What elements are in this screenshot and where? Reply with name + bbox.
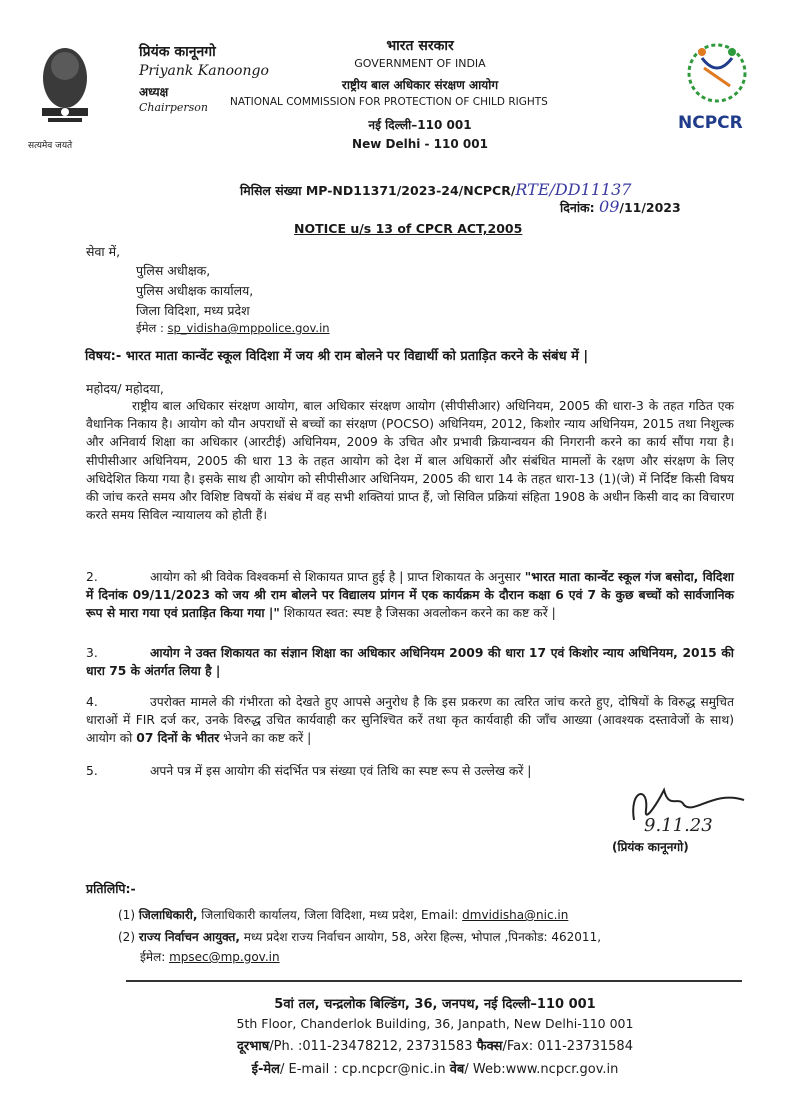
commission-hindi: राष्ट्रीय बाल अधिकार संरक्षण आयोग [341, 78, 499, 92]
copy-item-1-text: जिलाधिकारी कार्यालय, जिला विदिशा, मध्य प्रदेश, Email: [197, 908, 463, 922]
footer-fax-label: फैक्स [476, 1039, 503, 1054]
footer-phone: /Ph. :011-23478212, 23731583 [269, 1039, 473, 1054]
gov-hindi: भारत सरकार [386, 38, 454, 54]
chairperson-name-english: Priyank Kanoongo [139, 63, 269, 79]
paragraph-5-text: अपने पत्र में इस आयोग की संदर्भित पत्र संख्या एवं तिथि का स्पष्ट रूप से उल्लेख करें | [150, 764, 532, 778]
file-label: मिसिल संख्या [240, 183, 302, 198]
paragraph-2-text-a: आयोग को श्री विवेक विश्वकर्मा से शिकायत प्राप्त हुई है | प्राप्त शिकायत के अनुसार [150, 570, 525, 584]
file-number: MP-ND11371/2023-24/NCPCR/ [305, 183, 516, 198]
copy-item-2-text: मध्य प्रदेश राज्य निर्वाचन आयोग, 58, अरेरा हिल्स, भोपाल ,पिनकोड: 462011, [239, 930, 602, 944]
copy-item-2-email-label: ईमेल: [140, 950, 170, 964]
copy-item-2-num: (2) [118, 930, 135, 944]
paragraph-4 [86, 693, 734, 748]
addressee-line1: पुलिस अधीक्षक, [136, 263, 211, 278]
ncpcr-logo-icon [682, 38, 752, 108]
paragraph-3-number: 3. [86, 646, 98, 660]
addressee-email[interactable]: sp_vidisha@mppolice.gov.in [167, 321, 330, 335]
paragraph-3-text: आयोग ने उक्त शिकायत का संज्ञान शिक्षा का अधिकार अधिनियम 2009 की धारा 17 एवं किशोर न्याय अधिनियम, 2015 की धारा 75 के अंतर्गत लिया है | [86, 646, 734, 679]
salutation: महोदय/ महोदया, [86, 381, 164, 396]
chairperson-role-english: Chairperson [139, 101, 208, 114]
date-handwritten: 09 [599, 197, 620, 216]
subject-line: विषय:- भारत माता कान्वेंट स्कूल विदिशा में जय श्री राम बोलने पर विद्यार्थी को प्रताड़ित करने के संबंध में | [85, 349, 589, 364]
paragraph-2-number: 2. [86, 570, 98, 584]
copy-item-1-title: जिलाधिकारी, [138, 908, 198, 922]
city-english: New Delhi - 110 001 [352, 137, 488, 151]
copy-item-1-email[interactable]: dmvidisha@nic.in [462, 908, 569, 922]
footer-web-label: वेब [449, 1062, 465, 1077]
footer-fax: /Fax: 011-23731584 [502, 1039, 633, 1054]
footer-email-label: ई-मेल [251, 1062, 280, 1077]
file-handwritten: RTE/DD11137 [515, 180, 632, 199]
paragraph-4-number: 4. [86, 695, 98, 709]
addressee-line3: जिला विदिशा, मध्य प्रदेश [136, 303, 250, 318]
date-label: दिनांक: [560, 200, 595, 215]
paragraph-4-text-a: उपरोक्त मामले की गंभीरता को देखते हुए आपसे अनुरोध है कि इस प्रकरण का त्वरित जांच करते हुए, दोषियों के विरुद्ध समुचित धाराओं में FIR दर्ज कर, उनके विरुद्ध उचित कार्यवाही कर सुनिश्चित करें तथा कृत कार्यवाही की जाँच आख्या (आवश्यक दस्तावेजों के साथ) आयोग को [86, 695, 734, 746]
addressee-to: सेवा में, [86, 244, 121, 259]
ncpcr-logo-text: NCPCR [678, 113, 743, 133]
footer-email[interactable]: / E-mail : cp.ncpcr@nic.in [280, 1062, 446, 1077]
footer-phone-row [120, 1036, 750, 1054]
paragraph-4-deadline: 07 दिनों के भीतर [136, 731, 220, 746]
paragraph-2-quote: "भारत माता कान्वेंट स्कूल गंज बसोदा, विदिशा में दिनांक 09/11/2023 को जय श्री राम बोलने पर विद्यालय प्रांगन में एक कार्यक्रम के दौरान कक्षा 6 एवं 7 के कुछ बच्चों को सार्वजानिक रूप से मारा गया एवं प्रताड़ित किया गया |" [86, 570, 734, 621]
paragraph-2 [86, 568, 734, 623]
emblem-motto: सत्यमेव जयते [28, 141, 73, 151]
paragraph-1: राष्ट्रीय बाल अधिकार संरक्षण आयोग, बाल अधिकार संरक्षण आयोग (सीपीसीआर) अधिनियम, 2005 की धारा-3 के तहत गठित एक वैधानिक निकाय है। आयोग को यौन अपराधों से बच्चों का संरक्षण (POCSO) अधिनियम, 2012, किशोर न्याय अधिनियम, 2015 तथा निशुल्क और अनिवार्य शिक्षा का अधिकार (आरटीई) अधिनियम, 2009 के उचित और प्रभावी क्रियान्वयन की निगरानी करने का कार्य सौंपा गया है। सीपीसीआर अधिनियम, 2005 की धारा 13 के तहत आयोग को देश में बाल अधिकारों और संबंधित मामलों के रक्षण और संरक्षण के लिए अधिदेशित किया गया है। इसके साथ ही आयोग को सीपीसीआर अधिनियम, 2005 की धारा 14 के तहत धारा-13 (1)(जे) में निर्दिष्ट किसी विषय की जांच करते समय और विशिष्ट विषयों के संबंध में वह सभी शक्तियां प्राप्त हैं, जो सिविल प्रक्रियां संहिता 1908 के अधीन किसी वाद का विचारण करते समय सिविल न्यायालय को होती हैं। [86, 399, 734, 523]
addressee-email-label: ईमेल : [136, 321, 164, 335]
addressee-line2: पुलिस अधीक्षक कार्यालय, [136, 283, 254, 298]
copy-item-2-email[interactable]: mpsec@mp.gov.in [169, 950, 280, 964]
signature-date: 9.11.23 [644, 815, 713, 836]
footer-address-hindi: 5वां तल, चन्द्रलोक बिल्डिंग, 36, जनपथ, नई दिल्ली–110 001 [274, 997, 596, 1012]
date-rest: /11/2023 [619, 200, 681, 215]
paragraph-5-number: 5. [86, 764, 98, 778]
city-hindi: नई दिल्ली–110 001 [368, 118, 472, 132]
copy-to-item-1 [118, 906, 758, 923]
footer-web-row [120, 1059, 750, 1077]
chairperson-role-hindi: अध्यक्ष [139, 85, 169, 99]
gov-english: GOVERNMENT OF INDIA [354, 57, 486, 70]
paragraph-4-text-b: भेजने का कष्ट करें | [219, 731, 312, 746]
copy-item-2-title: राज्य निर्वाचन आयुक्त, [138, 930, 240, 944]
addressee-email-row [136, 321, 330, 336]
footer-divider [126, 980, 742, 982]
national-emblem-icon [34, 38, 96, 146]
footer-address-english: 5th Floor, Chanderlok Building, 36, Janpath, New Delhi-110 001 [236, 1016, 634, 1031]
date-row [560, 197, 681, 216]
paragraph-3 [86, 644, 734, 680]
paragraph-2-text-b: शिकायत स्वत: स्पष्ट है जिसका अवलोकन करने का कष्ट करें | [279, 606, 556, 621]
copy-to-item-2 [118, 927, 758, 967]
paragraph-5 [86, 762, 734, 780]
copy-item-1-num: (1) [118, 908, 135, 922]
commission-english: NATIONAL COMMISSION FOR PROTECTION OF CHILD RIGHTS [230, 96, 548, 108]
copy-to-label: प्रतिलिपि:- [86, 881, 136, 896]
footer-web[interactable]: / Web:www.ncpcr.gov.in [464, 1062, 619, 1077]
footer-phone-label: दूरभाष [237, 1039, 270, 1054]
chairperson-name-hindi: प्रियंक कानूनगो [139, 44, 216, 60]
notice-title: NOTICE u/s 13 of CPCR ACT,2005 [294, 221, 523, 236]
signatory-name: (प्रियंक कानूनगो) [612, 840, 689, 854]
